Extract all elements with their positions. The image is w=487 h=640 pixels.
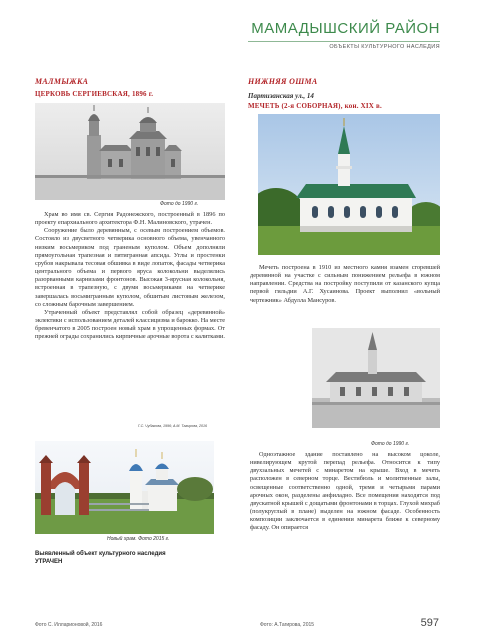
paragraph: Утраченный объект представлял собой образец «деревянной» эклектики с использованием деталей классицизма и барокко. На месте бревенчатого в 2005 построен новый храм в упрощенных формах. От прежней ограды сохранились кирпичные арочные ворота с калитками.	[35, 308, 225, 341]
object-title-church: ЦЕРКОВЬ СЕРГИЕВСКАЯ, 1896 г.	[35, 90, 154, 98]
location-heading-left	[35, 77, 225, 98]
old-church-illustration	[35, 103, 225, 200]
village-name-malmyzhka: МАЛМЫЖКА	[35, 77, 89, 86]
paragraph: Сооружение было деревянным, с осевым построением объемов. Состояло из двусветного четверика основного объема, увенчанного низким восьмериком под граненым куполом. Объем дополняли прямоугольная трапезная и пятигранная апсида. Углы и простенки срубов накрывала тесовая обшивка в виде лопаток, фасады четверика центрального объема и первого яруса колокольни выделялись разорванными карнизами фронтонов. Высокая 3-ярусная колокольня, встроенная в трапезную, с двумя восьмериками на четверике завершалась восьмигранным куполом, обшитым листовым железом, со сложным барочным завершением.	[35, 227, 225, 308]
footer-photo-credit-left: Фото С. Илларионовой, 2016	[35, 622, 103, 628]
paragraph: Мечеть построена в 1910 из местного камня взамен сгоревшей деревянной на участке с сильным понижением рельефа в южном направлении. Средства на постройку поступили от казанского купца первой гильдии А.Г. Хусаинова. Проект выполнил «вольный чертежник» Абдулла Мансуров.	[250, 264, 440, 304]
mosque-bw-illustration	[312, 328, 440, 428]
photo-old-church	[35, 103, 225, 200]
article-text-mosque-architecture	[250, 451, 440, 533]
photo-caption-old-mosque: Фото до 1990 г.	[371, 441, 410, 447]
paragraph: Храм во имя св. Сергия Радонежского, построенный в 1896 по проекту епархиального архитектора Ф.Н. Малиновского, утрачен.	[35, 211, 225, 227]
mosque-color-illustration	[258, 114, 440, 255]
street-address: Партизанская ул., 14	[248, 92, 314, 100]
article-text-church	[35, 211, 225, 342]
header-divider	[248, 41, 440, 42]
photo-mosque-old	[312, 328, 440, 428]
section-subtitle: ОБЪЕКТЫ КУЛЬТУРНОГО НАСЛЕДИЯ	[329, 44, 440, 50]
village-name-nizhnyaya-oshma: НИЖНЯЯ ОШМА	[248, 77, 318, 86]
paragraph: Одноэтажное здание поставлено на высоком цоколе, нивелирующем крутой перепад рельефа. Относится к типу двухзальных мечетей с минаретом на крыше. Вход в мечеть расположен в северном торце. Вестибюль и молитвенные залы, освещенные соответственно одной, тремя и четырьмя парами арочных окон, разделены анфиладно. Все помещения находятся под двускатной крышей с дощатыми фронтонами в торцах. Глухой михраб (полукруглый в плане) выделен на южном фасаде. Особенность композиции заключается в единении минарета ближе к северному фасаду. Он опирается	[250, 451, 440, 532]
new-church-illustration	[35, 441, 214, 534]
footer-photo-credit-right: Фото: А.Тагирова, 2015	[260, 622, 315, 628]
article-text-mosque-history	[250, 264, 440, 305]
photo-mosque-modern	[258, 114, 440, 255]
photo-new-church	[35, 441, 214, 534]
photo-caption-old-church: Фото до 1990 г.	[160, 201, 199, 207]
location-heading-right	[248, 77, 440, 110]
section-title: МАМАДЫШСКИЙ РАЙОН	[251, 20, 440, 37]
photo-caption-new-church: Новый храм. Фото 2015 г.	[107, 536, 170, 542]
object-title-mosque: МЕЧЕТЬ (2-я СОБОРНАЯ), кон. XIX в.	[248, 102, 382, 110]
lost-status-label: Выявленный объект культурного наследия УТРАЧЕН	[35, 551, 166, 565]
page-number: 597	[420, 617, 439, 629]
text-authors: Г.С. Чубакова, 1996; А.М. Тагирова, 2016	[138, 424, 208, 428]
